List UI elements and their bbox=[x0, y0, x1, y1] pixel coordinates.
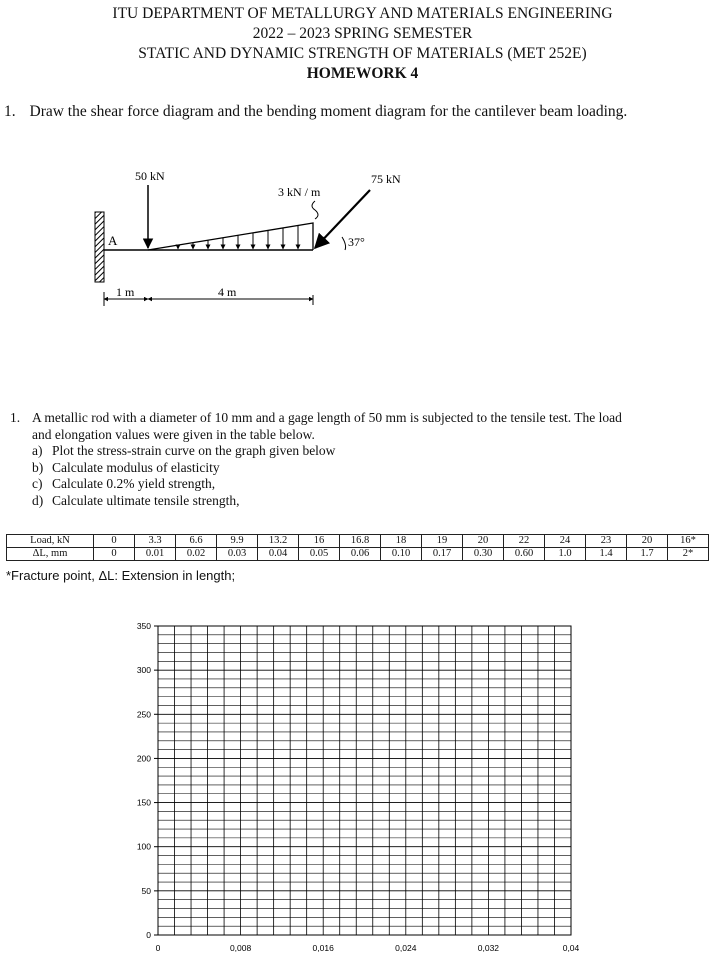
table-cell: 1.4 bbox=[586, 548, 627, 561]
table-cell: 0 bbox=[94, 548, 135, 561]
y-tick-label: 0 bbox=[146, 930, 151, 940]
point-load-label: 50 kN bbox=[135, 169, 165, 183]
dimension-label-1m: 1 m bbox=[116, 285, 135, 299]
y-tick-label: 300 bbox=[136, 665, 151, 676]
y-tick-label: 100 bbox=[136, 841, 151, 852]
header-institution: ITU DEPARTMENT OF METALLURGY AND MATERIALS ENGINEERING bbox=[112, 5, 613, 22]
table-cell: 0.10 bbox=[381, 548, 422, 561]
table-cell: 16* bbox=[668, 535, 709, 548]
question-2-number: 1. bbox=[10, 410, 21, 425]
table-cell: 1.7 bbox=[627, 548, 668, 561]
header-homework: HOMEWORK 4 bbox=[306, 65, 419, 82]
table-cell: 22 bbox=[504, 535, 545, 548]
table-cell: 0.06 bbox=[340, 548, 381, 561]
y-tick-label: 200 bbox=[136, 753, 151, 764]
y-tick-label: 250 bbox=[136, 709, 151, 720]
question-2-item-c: c) Calculate 0.2% yield strength, bbox=[32, 476, 216, 491]
question-1-text: Draw the shear force diagram and the bending moment diagram for the cantilever beam loading. bbox=[29, 103, 628, 120]
dimension-label-4m: 4 m bbox=[218, 285, 237, 299]
table-cell: 16.8 bbox=[340, 535, 381, 548]
question-2 bbox=[10, 410, 715, 509]
question-2-text-2: and elongation values were given in the table below. bbox=[32, 426, 315, 442]
table-cell: 0.01 bbox=[135, 548, 176, 561]
table-cell: 0.60 bbox=[504, 548, 545, 561]
beam-diagram bbox=[80, 165, 420, 315]
y-tick-label: 350 bbox=[136, 621, 151, 631]
table-cell: 1.0 bbox=[545, 548, 586, 561]
table-cell: 0.04 bbox=[258, 548, 299, 561]
distributed-load-leader bbox=[312, 201, 318, 219]
inclined-load-label: 75 kN bbox=[371, 172, 401, 186]
angle-arc bbox=[342, 237, 346, 250]
graph-frame bbox=[158, 626, 571, 935]
support-label-a: A bbox=[108, 233, 118, 248]
table-cell: 23 bbox=[586, 535, 627, 548]
y-tick-label: 150 bbox=[136, 797, 151, 808]
x-tick-label: 0,024 bbox=[395, 943, 417, 953]
table-cell: 0.05 bbox=[299, 548, 340, 561]
grid-lines bbox=[158, 626, 571, 935]
question-2-item-b: b) Calculate modulus of elasticity bbox=[32, 459, 220, 475]
table-cell: 9.9 bbox=[217, 535, 258, 548]
question-2-item-d: d) Calculate ultimate tensile strength, bbox=[32, 492, 240, 508]
table-row-elongation bbox=[7, 548, 709, 561]
x-tick-label: 0,032 bbox=[477, 943, 500, 953]
x-tick-label: 0,04 bbox=[562, 943, 580, 953]
table-cell: 19 bbox=[422, 535, 463, 548]
x-axis-ticks bbox=[156, 943, 580, 953]
y-tick-label: 50 bbox=[141, 885, 151, 896]
table-cell: 16 bbox=[299, 535, 340, 548]
question-1 bbox=[4, 103, 627, 121]
question-2-line bbox=[10, 410, 715, 427]
question-2-text-1: A metallic rod with a diameter of 10 mm and a gage length of 50 mm is subjected to the tensile test. The load bbox=[32, 410, 622, 425]
question-1-number: 1. bbox=[4, 103, 16, 120]
table-cell: 0.03 bbox=[217, 548, 258, 561]
table-header-load: Load, kN bbox=[7, 535, 94, 548]
table-cell: 24 bbox=[545, 535, 586, 548]
x-tick-label: 0 bbox=[155, 943, 161, 953]
distributed-load-label: 3 kN / m bbox=[278, 185, 321, 199]
table-cell: 13.2 bbox=[258, 535, 299, 548]
stress-strain-graph-grid bbox=[120, 618, 600, 958]
table-row-load bbox=[7, 535, 709, 548]
table-cell: 0.17 bbox=[422, 548, 463, 561]
x-tick-label: 0,008 bbox=[229, 943, 252, 953]
y-axis-ticks bbox=[137, 621, 158, 940]
table-cell: 3.3 bbox=[135, 535, 176, 548]
table-cell: 20 bbox=[627, 535, 668, 548]
footnote: *Fracture point, ΔL: Extension in length; bbox=[6, 568, 236, 583]
table-cell: 2* bbox=[668, 548, 709, 561]
table-cell: 0.02 bbox=[176, 548, 217, 561]
table-cell: 6.6 bbox=[176, 535, 217, 548]
table-header-elongation: ΔL, mm bbox=[7, 548, 94, 561]
distributed-load-outline bbox=[148, 223, 313, 250]
header-semester: 2022 – 2023 SPRING SEMESTER bbox=[252, 25, 473, 42]
fixed-support-wall bbox=[95, 212, 104, 282]
load-elongation-table bbox=[6, 534, 709, 561]
x-tick-label: 0,016 bbox=[312, 943, 334, 953]
header-course: STATIC AND DYNAMIC STRENGTH OF MATERIALS (MET 252E) bbox=[138, 45, 587, 62]
table-cell: 0.30 bbox=[463, 548, 504, 561]
angle-label: 37° bbox=[348, 235, 365, 249]
question-2-item-a: a) Plot the stress-strain curve on the graph given below bbox=[32, 443, 336, 458]
table-cell: 18 bbox=[381, 535, 422, 548]
table-cell: 20 bbox=[463, 535, 504, 548]
table-cell: 0 bbox=[94, 535, 135, 548]
